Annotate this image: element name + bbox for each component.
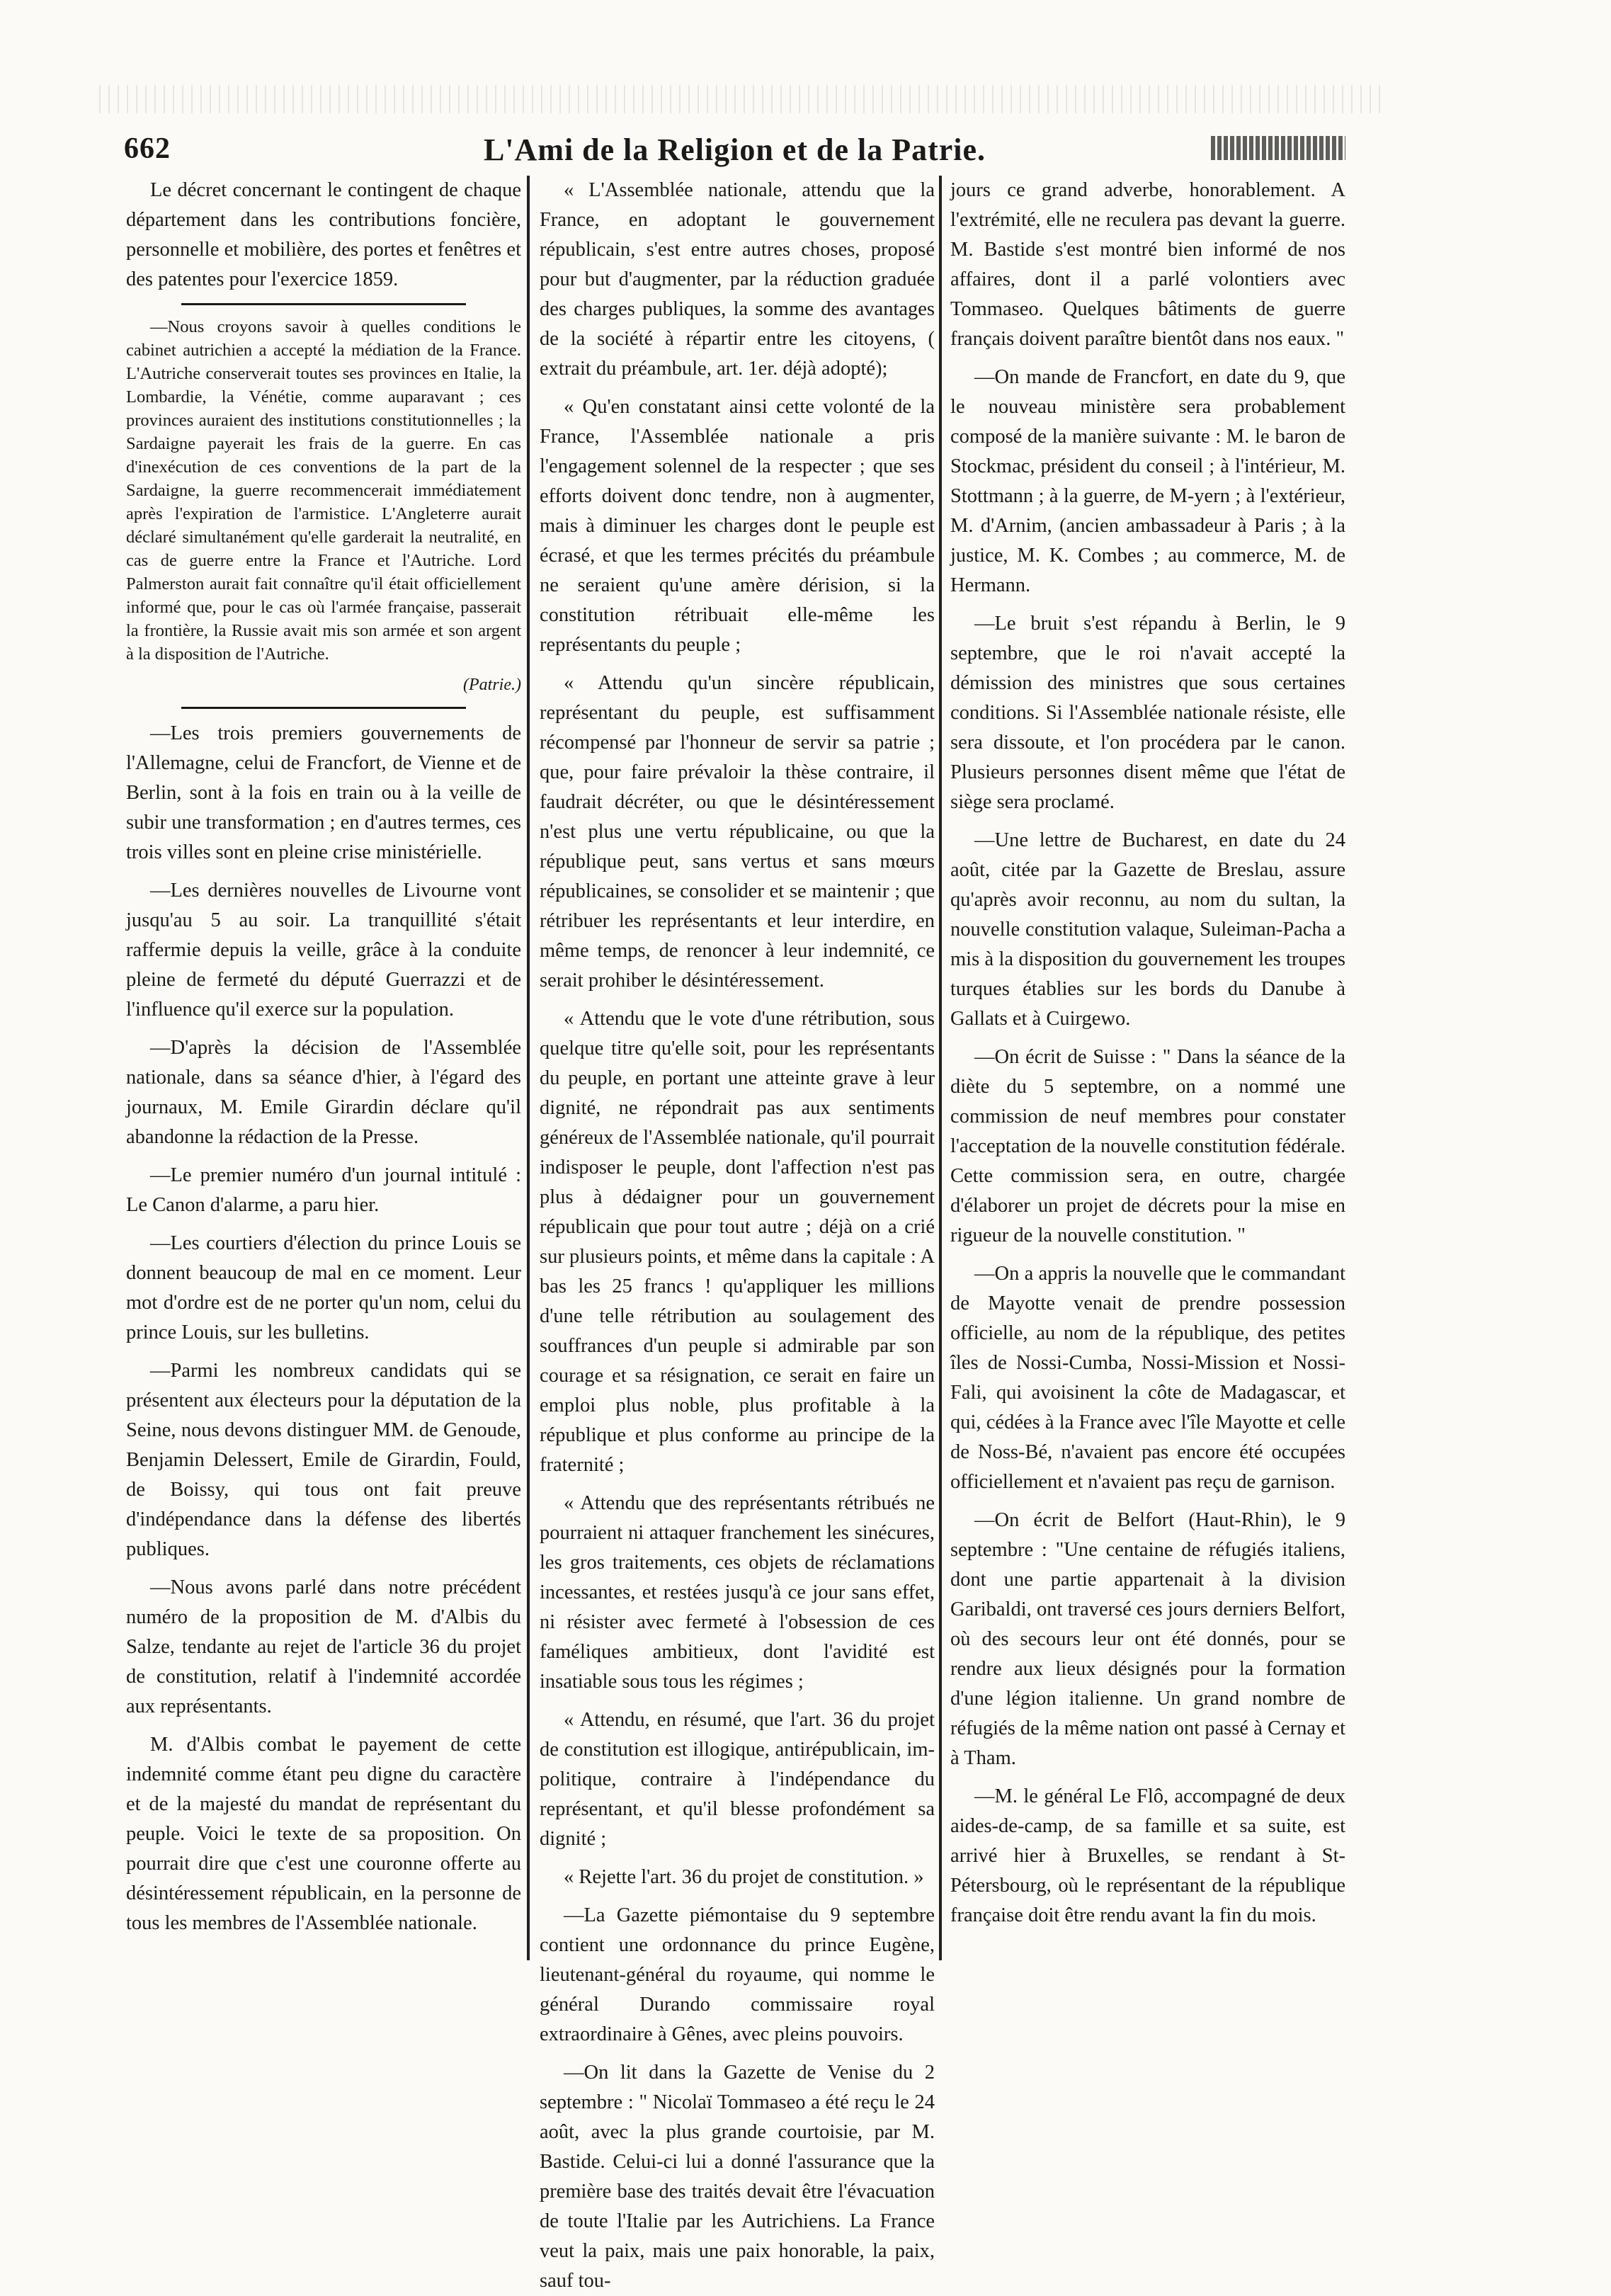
separator-rule [181, 707, 466, 709]
header-ornament [1211, 136, 1345, 160]
article-paragraph: « Attendu que le vote d'une rétribution, sous quelque titre qu'elle soit, pour les représentants du peuple, en portant une atteinte grave à leur dignité, ne répondrait pas aux sentiments généreux de l'Assemblée nationale, qu'il pourrait indisposer le peuple, dont l'affection n'est pas plus à dédaigner pour un gouvernement républicain que pour tout autre ; déjà on a crié sur plusieurs points, et même dans la capitale : A bas les 25 francs ! qu'appliquer les millions d'une telle rétribution au soulagement des souffrances d'un peuple si admirable par son courage et sa résignation, ce serait en faire un emploi plus noble, plus profitable à la république et plus conforme au principe de la fraternité ; [540, 1008, 935, 1476]
article-columns [126, 176, 1345, 2292]
article-paragraph: —Les courtiers d'élection du prince Louis se donnent beaucoup de mal en ce moment. Leur mot d'ordre est de ne porter qu'un nom, celui du prince Louis, sur les bulletins. [126, 1232, 521, 1343]
running-title: L'Ami de la Religion et de la Patrie. [483, 132, 986, 167]
article-paragraph: —Nous croyons savoir à quelles conditions le cabinet autrichien a accepté la médiation de la France. L'Autriche conserverait toutes ses provinces en Italie, la Lombardie, la Vénétie, comme auparavant ; ces provinces auraient des institutions constitutionnelles ; la Sardaigne payerait les frais de la guerre. En cas d'inexécution de ces conventions de la part de la Sardaigne, la guerre recommencerait immédiatement après l'expiration de l'armistice. L'Angleterre aurait déclaré simultanément qu'elle garderait la neutralité, en cas de guerre entre la France et l'Autriche. Lord Palmerston aurait fait connaître qu'il était officiellement informé que, pour le cas où l'armée française, passerait la frontière, la Russie avait mis son armée et son argent à la disposition de l'Autriche. [126, 317, 521, 664]
article-paragraph: Le décret concernant le contingent de chaque département dans les contributions foncière, personnelle et mobilière, des portes et fenêtres et des patentes pour l'exercice 1859. [126, 179, 521, 290]
article-paragraph: « Qu'en constatant ainsi cette volonté de la France, l'Assemblée nationale a pris l'engagement solennel de la respecter ; que ses efforts doivent donc tendre, non à augmenter, mais à diminuer les charges dont le peuple est écrasé, et que les termes précités du préambule ne seraient qu'une amère dérision, si la constitution rétribuait elle-même les représentants du peuple ; [540, 396, 935, 656]
column-rule-2 [939, 176, 942, 1960]
column-2 [540, 176, 935, 2292]
article-paragraph: —Parmi les nombreux candidats qui se présentent aux électeurs pour la députation de la Seine, nous devons distinguer MM. de Genoude, Benjamin Delessert, Emile de Girardin, Fould, de Boissy, qui tous ont fait preuve d'indépendance dans la défense des libertés publiques. [126, 1360, 521, 1560]
article-paragraph: —Les dernières nouvelles de Livourne vont jusqu'au 5 au soir. La tranquillité s'était raffermie depuis la veille, grâce à la conduite pleine de fermeté du député Guerrazzi et de l'influence qu'il exerce sur la population. [126, 880, 521, 1021]
article-paragraph: « Attendu que des représentants rétribués ne pourraient ni attaquer franchement les sinécures, les gros traitements, ces objets de réclamations incessantes, et restées jusqu'à ce jour sans effet, ni résister avec fermeté à l'obsession de ces faméliques ambitieux, dont l'avidité est insatiable sous tous les régimes ; [540, 1492, 935, 1693]
separator-rule [181, 303, 466, 305]
article-paragraph: —D'après la décision de l'Assemblée nationale, dans sa séance d'hier, à l'égard des journaux, M. Emile Girardin déclare qu'il abandonne la rédaction de la Presse. [126, 1037, 521, 1148]
article-paragraph: M. d'Albis combat le payement de cette indemnité comme étant peu digne du caractère et de la majesté du mandat de représentant du peuple. Voici le texte de sa proposition. On pourrait dire que c'est une couronne offerte au désintéressement républicain, en la personne de tous les membres de l'Assemblée nationale. [126, 1734, 521, 1934]
article-paragraph: —Le premier numéro d'un journal intitulé : Le Canon d'alarme, a paru hier. [126, 1164, 521, 1216]
page-header [124, 126, 1345, 176]
article-paragraph: —On écrit de Suisse : " Dans la séance de la diète du 5 septembre, on a nommé une commission de neuf membres pour constater l'acceptation de la nouvelle constitution fédérale. Cette commission sera, en outre, chargée d'élaborer un projet de décrets pour la mise en rigueur de la nouvelle constitution. " [950, 1046, 1345, 1246]
column-3 [950, 176, 1345, 1960]
article-paragraph: —Les trois premiers gouvernements de l'Allemagne, celui de Francfort, de Vienne et de Berlin, sont à la fois en train ou à la veille de subir une transformation ; en d'autres termes, ces trois villes sont en pleine crise ministérielle. [126, 722, 521, 863]
article-paragraph: « Rejette l'art. 36 du projet de constitution. » [564, 1866, 924, 1888]
article-paragraph: —On mande de Francfort, en date du 9, que le nouveau ministère sera probablement composé de la manière suivante : M. le baron de Stockmac, président du conseil ; à l'intérieur, M. Stottmann ; à la guerre, de M-yern ; à l'extérieur, M. d'Arnim, (ancien ambassadeur à Paris ; à la justice, M. K. Combes ; au commerce, M. de Hermann. [950, 366, 1345, 596]
article-paragraph: —Le bruit s'est répandu à Berlin, le 9 septembre, que le roi n'avait accepté la démission des ministres que sous certaines conditions. Si l'Assemblée nationale résiste, elle sera dissoute, et l'on procédera par le canon. Plusieurs personnes disent même que l'état de siège sera proclamé. [950, 613, 1345, 813]
article-paragraph: « Attendu, en résumé, que l'art. 36 du projet de constitution est illogique, antirépublicain, im-politique, contraire à l'indépendance du représentant, et qu'il blesse profondément sa dignité ; [540, 1709, 935, 1850]
article-paragraph: —On lit dans la Gazette de Venise du 2 septembre : " Nicolaï Tommaseo a été reçu le 24 août, avec la plus grande courtoisie, par M. Bastide. Celui-ci lui a donné l'assurance que la première base des traités devait être l'évacuation de toute l'Italie par les Autrichiens. La France veut la paix, mais une paix honorable, la paix, sauf tou- [540, 2062, 935, 2292]
source-attribution: (Patrie.) [463, 676, 521, 694]
article-paragraph: —On a appris la nouvelle que le commandant de Mayotte venait de prendre possession officielle, au nom de la république, des petites îles de Nossi-Cumba, Nossi-Mission et Nossi-Fali, qui avoisinent la côte de Madagascar, et qui, cédées à la France avec l'île Mayotte et celle de Noss-Bé, n'avaient pas encore été occupées officiellement et n'avaient pas reçu de garnison. [950, 1263, 1345, 1493]
article-paragraph: —Une lettre de Bucharest, en date du 24 août, citée par la Gazette de Breslau, assure qu'après avoir reconnu, au nom du sultan, la nouvelle constitution valaque, Suleiman-Pacha a mis à la disposition du gouvernement les troupes turques établies sur les bords du Danube à Gallats et à Cuirgewo. [950, 829, 1345, 1030]
column-rule-1 [527, 176, 530, 1960]
article-paragraph: —On écrit de Belfort (Haut-Rhin), le 9 septembre : "Une centaine de réfugiés italiens, dont une partie appartenait à la division Garibaldi, ont traversé ces jours derniers Belfort, où des secours leur ont été donnés, pour se rendre aux lieux désignés pour la formation d'une légion italienne. Un grand nombre de réfugiés de la même nation ont passé à Cernay et à Tham. [950, 1509, 1345, 1769]
page-number: 662 [124, 132, 171, 165]
article-paragraph: « Attendu qu'un sincère républicain, représentant du peuple, est suffisamment récompensé par l'honneur de servir sa patrie ; que, pour faire prévaloir la thèse contraire, il faudrait décréter, ou que le désintéressement n'est plus une vertu républicaine, ou que la république peut, sans vertus et sans mœurs républicaines, se consolider et se maintenir ; que rétribuer les représentants et leur interdire, en même temps, de renoncer à leur indemnité, ce serait prohiber le désintéressement. [540, 672, 935, 991]
article-paragraph: « L'Assemblée nationale, attendu que la France, en adoptant le gouvernement républicain, s'est entre autres choses, proposé pour but d'augmenter, par la réduction graduée des charges publiques, la somme des avantages de la société à répartir entre les citoyens, ( extrait du préambule, art. 1er. déjà adopté); [540, 179, 935, 380]
article-paragraph: —M. le général Le Flô, accompagné de deux aides-de-camp, de sa famille et sa suite, est arrivé hier à Bruxelles, se rendant à St-Pétersbourg, où le représentant de la république française doit être rendu avant la fin du mois. [950, 1785, 1345, 1926]
article-paragraph: —Nous avons parlé dans notre précédent numéro de la proposition de M. d'Albis du Salze, tendante au rejet de l'article 36 du projet de constitution, relatif à l'indemnité accordée aux représentants. [126, 1576, 521, 1717]
column-1 [126, 176, 521, 1960]
article-paragraph: —La Gazette piémontaise du 9 septembre contient une ordonnance du prince Eugène, lieutenant-général du royaume, qui nomme le général Durando commissaire royal extraordinaire à Gênes, avec pleins pouvoirs. [540, 1904, 935, 2045]
top-margin-speckle [99, 85, 1388, 113]
article-paragraph: jours ce grand adverbe, honorablement. A l'extrémité, elle ne reculera pas devant la guerre. M. Bastide s'est montré bien informé de nos affaires, dont il a parlé volontiers avec Tommaseo. Quelques bâtiments de guerre français doivent paraître bientôt dans nos eaux. " [950, 179, 1345, 350]
